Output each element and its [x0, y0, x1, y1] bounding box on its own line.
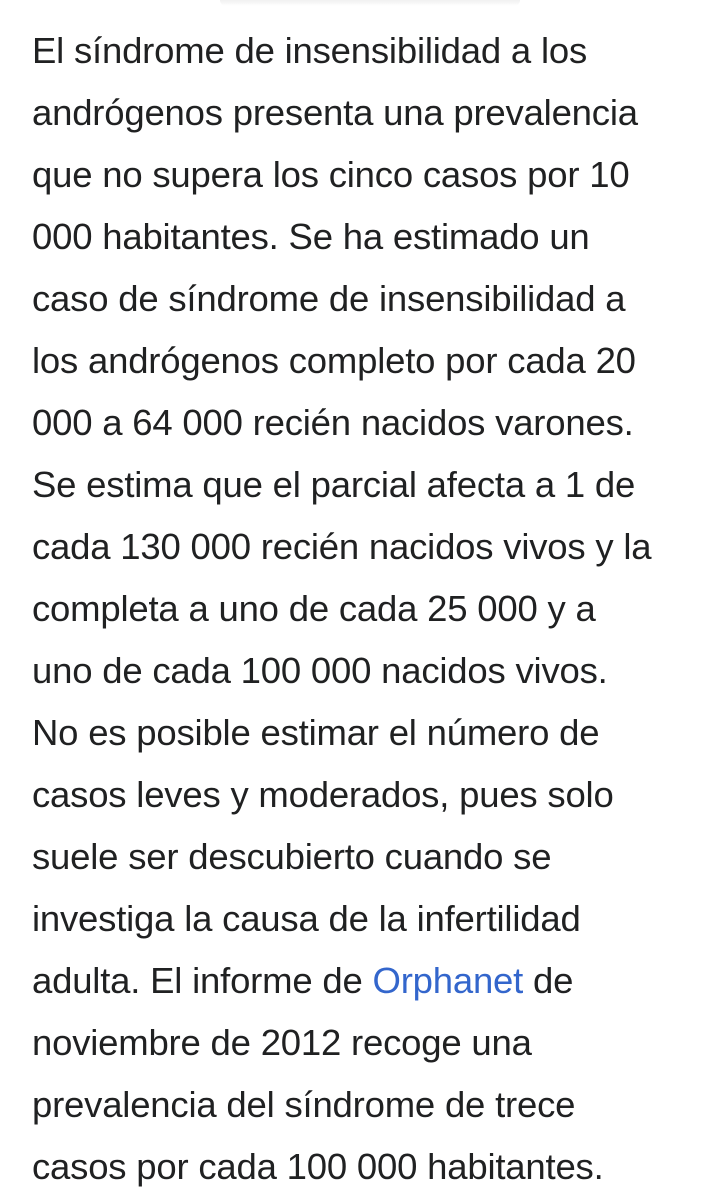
text-line: cada 130 000 recién nacidos vivos y la [32, 526, 652, 567]
top-shadow [220, 0, 520, 6]
text-line: andrógenos presenta una prevalencia [32, 92, 638, 133]
text-line: los andrógenos completo por cada 20 [32, 340, 636, 381]
text-line: investiga la causa de la infertilidad [32, 898, 581, 939]
link-line-after: de [523, 960, 574, 1001]
text-line: 000 habitantes. Se ha estimado un [32, 216, 590, 257]
text-line: 000 a 64 000 recién nacidos varones. [32, 402, 634, 443]
text-line: suele ser descubierto cuando se [32, 836, 552, 877]
text-line: casos leves y moderados, pues solo [32, 774, 614, 815]
text-line: El síndrome de insensibilidad a los [32, 30, 588, 71]
text-line: caso de síndrome de insensibilidad a [32, 278, 626, 319]
text-line: casos por cada 100 000 habitantes. [32, 1146, 604, 1187]
orphanet-link[interactable]: Orphanet [372, 960, 524, 1001]
text-line: No es posible estimar el número de [32, 712, 600, 753]
text-line: prevalencia del síndrome de trece [32, 1084, 576, 1125]
text-line: noviembre de 2012 recoge una [32, 1022, 532, 1063]
text-line-with-link [32, 950, 708, 1012]
text-line: que no supera los cinco casos por 10 [32, 154, 630, 195]
text-line: Se estima que el parcial afecta a 1 de [32, 464, 636, 505]
text-line: completa a uno de cada 25 000 y a [32, 588, 596, 629]
article-paragraph [32, 20, 708, 1198]
link-line-before: adulta. El informe de [32, 960, 373, 1001]
text-line: uno de cada 100 000 nacidos vivos. [32, 650, 608, 691]
